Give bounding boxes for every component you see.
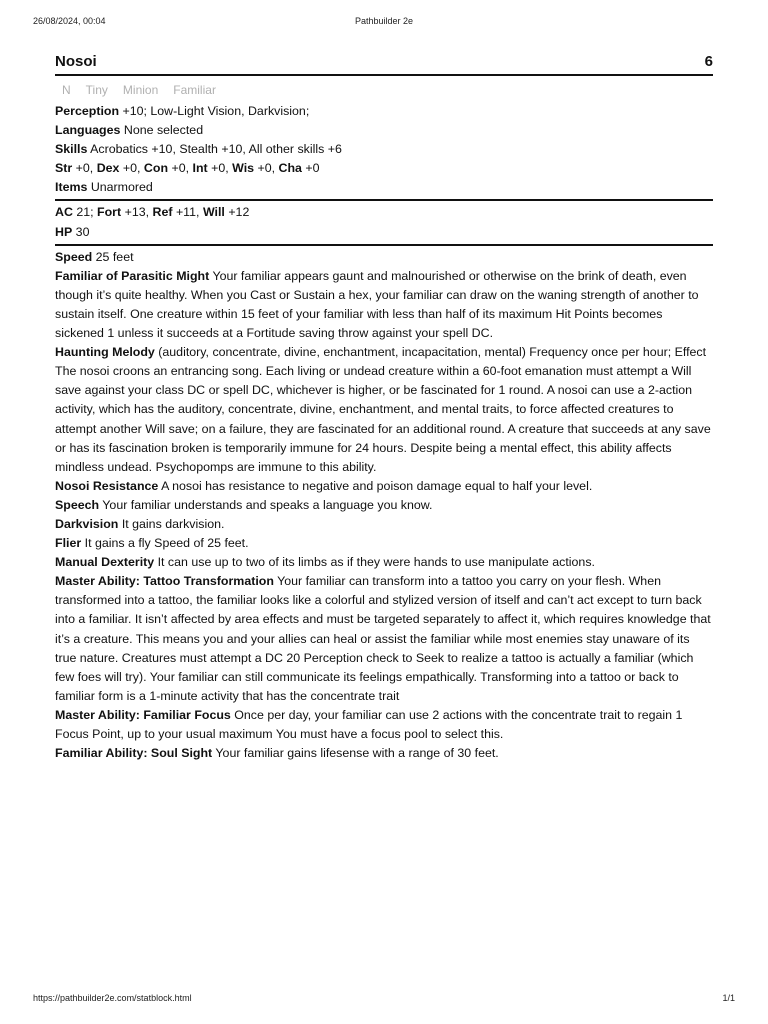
print-url: https://pathbuilder2e.com/statblock.html [33, 993, 192, 1003]
ability-text: Your familiar can transform into a tattoo you carry on your flesh. When transformed into a tattoo, the familiar looks like a colorful and stylized version of itself and can’t act except to turn back into a familiar. It isn’t affected by area effects and must be targeted separately to affect it, which requires knowledge that it’s a creature. This means you and your allies can heal or assist the familiar while most enemies stay unaware of its true nature. Creatures must attempt a DC 20 Perception check to Seek to realize a tattoo is actually a familiar (which few foes will try). Your familiar can still communicate its feelings empathically. Transforming into a tattoo or back to familiar form is a 1-minute activity that has the concentrate trait [55, 574, 711, 703]
ability-familiar-of-parasitic-might [55, 267, 713, 343]
ability-name: Familiar of Parasitic Might [55, 268, 210, 283]
ability-manual-dexterity [55, 553, 713, 572]
hp-label: HP [55, 224, 73, 239]
print-page-title: Pathbuilder 2e [354, 16, 414, 26]
ac-value: 21; [76, 205, 94, 220]
saves-line [55, 203, 713, 222]
items-label: Items [55, 180, 88, 195]
speed-line [55, 248, 713, 267]
ability-familiar-focus [55, 706, 713, 744]
ability-name: Flier [55, 536, 82, 551]
ability-text: It gains darkvision. [121, 516, 225, 531]
speed-label: Speed [55, 249, 93, 264]
ability-name: Darkvision [55, 516, 119, 531]
creature-title-row [55, 52, 713, 76]
ability-scores-line [55, 159, 713, 178]
ability-text: It gains a fly Speed of 25 feet. [84, 536, 249, 551]
perception-line [55, 102, 713, 121]
fort-value: +13, [124, 205, 150, 220]
ability-text: Your familiar appears gaunt and malnourished or otherwise on the brink of death, even though it’s quite healthy. When you Cast or Sustain a hex, your familiar can draw on the waning strength of another to sustain itself. One creature within 15 feet of your familiar with less than half of its maximum Hit Points becomes sickened 1 unless it succeeds at a Fortitude saving throw against your spell DC. [55, 268, 699, 341]
ability-soul-sight [55, 744, 713, 763]
languages-line [55, 121, 713, 140]
skills-line [55, 140, 713, 159]
ability-text: Your familiar gains lifesense with a range of 30 feet. [215, 746, 499, 761]
ability-nosoi-resistance [55, 477, 713, 496]
ability-name: Manual Dexterity [55, 555, 155, 570]
print-datetime: 26/08/2024, 00:04 [33, 16, 106, 26]
cha-value: +0 [305, 161, 320, 176]
ability-text: A nosoi has resistance to negative and poison damage equal to half your level. [161, 478, 593, 493]
items-value: Unarmored [90, 180, 153, 195]
wis-value: +0, [257, 161, 276, 176]
speed-value: 25 feet [95, 249, 134, 264]
ability-darkvision [55, 515, 713, 534]
hp-line [55, 223, 713, 242]
languages-value: None selected [123, 123, 204, 138]
statblock [55, 52, 713, 763]
str-value: +0, [75, 161, 94, 176]
creature-name: Nosoi [55, 53, 97, 70]
cha-label: Cha [278, 161, 302, 176]
str-label: Str [55, 161, 73, 176]
creature-level: 6 [704, 53, 713, 70]
trait-size: Tiny [85, 83, 108, 97]
print-header [33, 16, 735, 30]
skills-value: Acrobatics +10, Stealth +10, All other skills +6 [90, 142, 342, 157]
wis-label: Wis [232, 161, 255, 176]
fort-label: Fort [97, 205, 122, 220]
ref-label: Ref [152, 205, 173, 220]
ability-speech [55, 496, 713, 515]
ref-value: +11, [175, 205, 200, 220]
ac-label: AC [55, 205, 73, 220]
ability-name: Haunting Melody [55, 345, 155, 360]
skills-label: Skills [55, 142, 88, 157]
ability-text: (auditory, concentrate, divine, enchantment, incapacitation, mental) Frequency once per hour; Effect The nosoi croons an entrancing song. Each living or undead creature within a 60-foot emanation must attempt a Will save against your class DC or spell DC, whichever is higher, or be fascinated for 1 round. A nosoi can use a 2-action activity, which has the auditory, concentrate, divine, enchantment, and mental traits, to force affected creatures to attempt another Will save; on a failure, they are fascinated for an additional round. A creature that succeeds at any save or has its fascination broken is temporarily immune for 24 hours. Despite being a mental effect, this ability affects mindless undead. Psychopomps are immune to this ability. [55, 345, 711, 474]
ability-name: Master Ability: Familiar Focus [55, 707, 231, 722]
con-value: +0, [171, 161, 190, 176]
trait-familiar: Familiar [173, 83, 216, 97]
ability-tattoo-transformation [55, 572, 713, 706]
ability-name: Nosoi Resistance [55, 478, 159, 493]
will-label: Will [202, 205, 225, 220]
print-page-number: 1/1 [722, 993, 735, 1003]
ability-name: Speech [55, 497, 100, 512]
int-value: +0, [211, 161, 229, 176]
trait-minion: Minion [122, 83, 159, 97]
con-label: Con [143, 161, 169, 176]
ability-flier [55, 534, 713, 553]
items-line [55, 178, 713, 197]
perception-label: Perception [55, 104, 120, 118]
ability-text: Your familiar understands and speaks a language you know. [102, 497, 433, 512]
divider-offense [55, 244, 713, 246]
dex-value: +0, [122, 161, 141, 176]
languages-label: Languages [55, 123, 121, 138]
divider-defense [55, 199, 713, 201]
ability-text: It can use up to two of its limbs as if they were hands to use manipulate actions. [157, 555, 595, 570]
trait-alignment: N [62, 83, 71, 97]
ability-name: Familiar Ability: Soul Sight [55, 746, 213, 761]
ability-haunting-melody [55, 343, 713, 477]
dex-label: Dex [96, 161, 120, 176]
perception-value: +10; Low-Light Vision, Darkvision; [122, 104, 310, 118]
trait-list [55, 82, 713, 99]
print-footer [33, 993, 735, 1007]
ability-text: Once per day, your familiar can use 2 actions with the concentrate trait to regain 1 Focus Point, up to your usual maximum You must have a focus pool to select this. [55, 707, 683, 741]
hp-value: 30 [75, 224, 90, 239]
int-label: Int [192, 161, 208, 176]
ability-name: Master Ability: Tattoo Transformation [55, 574, 274, 589]
will-value: +12 [228, 205, 250, 220]
